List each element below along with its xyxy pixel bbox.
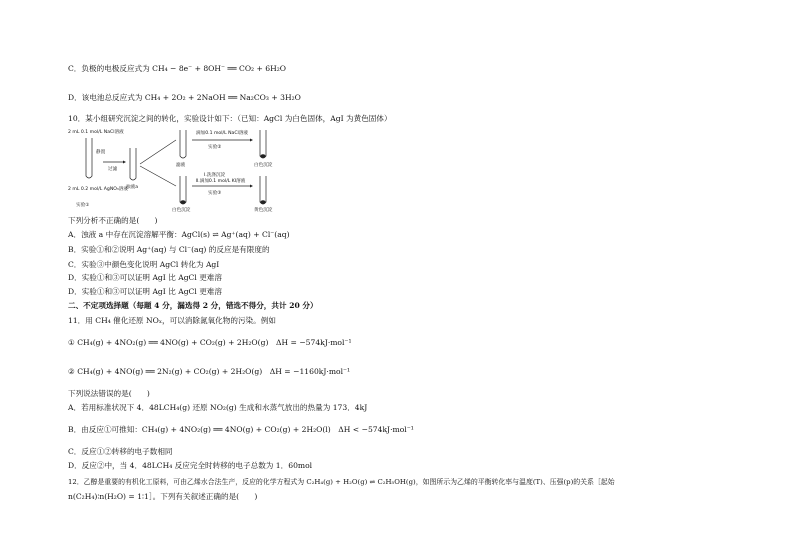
option-c-anode-equation: C．负极的电极反应式为 CH₄ − 8e⁻ + 8OH⁻ ══ CO₂ + 6H₂O [68,64,287,73]
diagram-filter-label: 过滤 [108,167,118,172]
diagram-white-ppt-label: 白色沉淀 [254,163,273,168]
question-11-option-b: B．由反应①可推知：CH₄(g) + 4NO₂(g) ══ 4NO(g) + CO₂(g) + 2H₂O(l) ΔH < −574kJ·mol⁻¹ [68,425,414,434]
diagram-add-ki-label: Ⅱ.滴加0.1 mol/L KI溶液 [196,179,246,184]
question-10-option-d1: D．实验①和③可以证明 AgI 比 AgCl 更难溶 [68,273,222,282]
diagram-white-ppt2-label: 白色沉淀 [172,208,191,212]
diagram-wash-label: Ⅰ.洗涤沉淀 [204,173,226,178]
option-d-total-equation: D．该电池总反应式为 CH₄ + 2O₂ + 2NaOH ══ Na₂CO₃ + 3H₂O [68,93,301,102]
diagram-exp3-label: 实验③ [208,191,222,196]
test-tube-filtrate [180,130,186,158]
test-tube-yellow [260,176,266,204]
diagram-exp1-label: 实验① [76,203,90,208]
diagram-yellow-ppt-label: 黄色沉淀 [254,208,273,212]
arrow-exp3-head [250,185,253,188]
question-11-option-c: C．反应①②转移的电子数相同 [68,447,173,456]
question-12-stem-line2: n(C₂H₄)∶n(H₂O) = 1∶1］。下列有关叙述正确的是( ) [68,492,258,501]
question-11-ask: 下列说法错误的是( ) [68,389,150,398]
question-10-option-b: B．实验①和②说明 Ag⁺(aq) 与 Cl⁻(aq) 的反应是有限度的 [68,245,270,254]
question-11-option-d: D．反应②中，当 4．48LCH₄ 反应完全时转移的电子总数为 1．60mol [68,461,313,470]
question-11-stem: 11．用 CH₄ 催化还原 NOₓ，可以消除氮氧化物的污染。例如 [68,316,276,325]
branch-line-down [140,166,176,186]
test-tube-white2 [180,176,186,204]
diagram-add-nacl-label: 滴加0.1 mol/L NaCl溶液 [196,131,249,136]
test-tube-white [260,130,266,158]
question-11-equation-2: ② CH₄(g) + 4NO(g) ══ 2N₂(g) + CO₂(g) + 2H₂O(g) ΔH = −1160kJ·mol⁻¹ [68,367,351,376]
experiment-diagram [68,126,318,212]
diagram-turbid-label: 浊液a [126,185,139,190]
diagram-bottom-reagent-label: 2 mL 0.2 mol/L AgNO₃溶液 [68,187,128,192]
section-2-heading: 二、不定项选择题（每题 4 分，漏选得 2 分，错选不得分，共计 20 分） [68,301,318,310]
diagram-top-reagent-label: 2 mL 0.1 mol/L NaCl溶液 [68,130,124,135]
white-precipitate2-mark [180,200,185,204]
white-precipitate-mark [260,154,265,158]
question-10-option-a: A．浊液 a 中存在沉淀溶解平衡：AgCl(s) ⇌ Ag⁺(aq) + Cl⁻(aq) [68,230,290,239]
question-10-option-c: C．实验③中颜色变化说明 AgCl 转化为 AgI [68,260,220,269]
question-10-ask: 下列分析不正确的是( ) [68,216,158,225]
arrow-exp2-head [250,139,253,142]
branch-line-up [140,140,176,164]
yellow-precipitate-mark [260,200,265,204]
question-11-option-a: A．若用标准状况下 4．48LCH₄(g) 还原 NO₂(g) 生成和水蒸气放出的热量为 173．4kJ [68,403,368,412]
question-10-stem: 10．某小组研究沉淀之间的转化，实验设计如下：（已知：AgCl 为白色固体，AgI 为黄色固体） [68,114,392,123]
question-12-stem: 12．乙醇是重要的有机化工原料，可由乙烯水合法生产，反应的化学方程式为 C₂H₄(g) + H₂O(g) ⇌ C₂H₅OH(g)，如图所示为乙烯的平衡转化率与温度(T)、压强(p)的关系［起始 [68,478,615,486]
diagram-filtrate-label: 滤液 [176,163,186,168]
diagram-exp2-label: 实验② [208,145,222,150]
question-11-equation-1: ① CH₄(g) + 4NO₂(g) ══ 4NO(g) + CO₂(g) + 2H₂O(g) ΔH = −574kJ·mol⁻¹ [68,338,352,347]
diagram-stand-label: 静置 [96,150,106,155]
test-tube-turbid [130,148,136,180]
question-10-option-d2: D．实验①和③可以证明 AgI 比 AgCl 更难溶 [68,287,222,296]
arrow-stand-head [123,161,126,164]
test-tube-start [86,138,92,178]
